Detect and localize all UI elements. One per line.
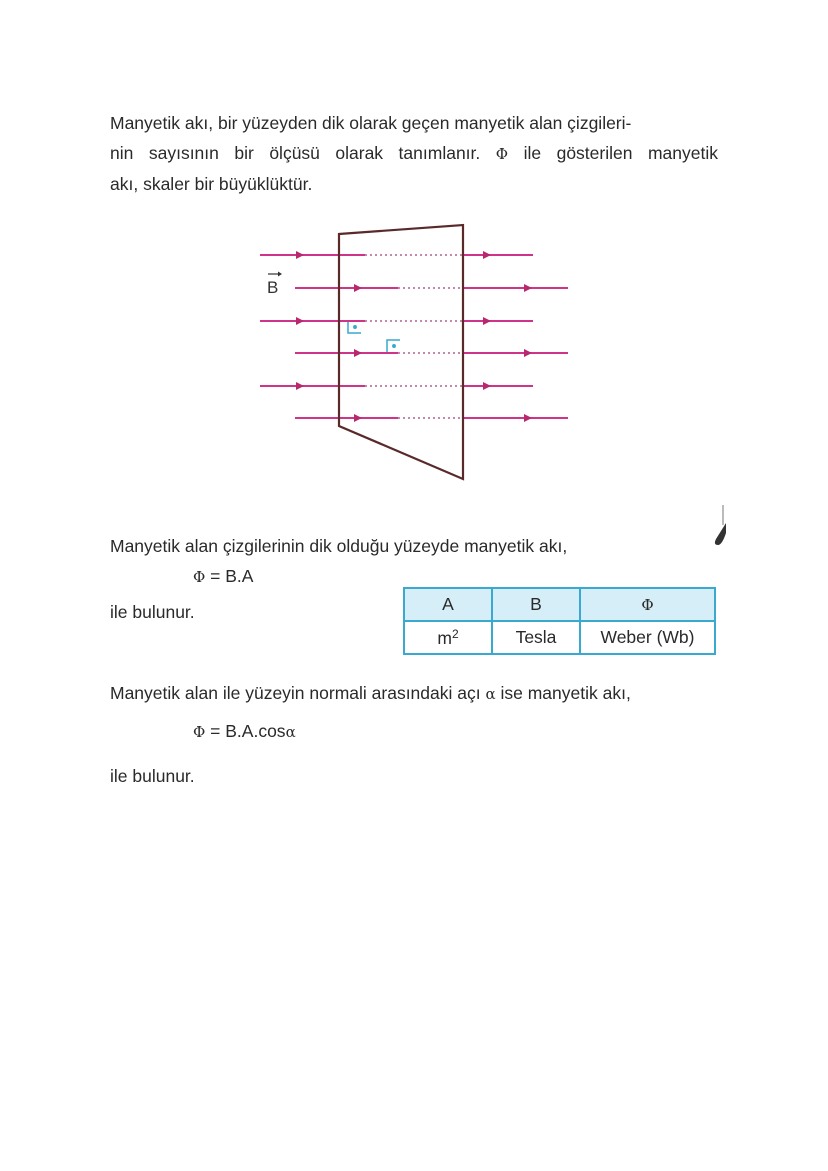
intro-line-2: nin sayısının bir ölçüsü olarak tanımlanır. Φ ile gösterilen manyetik bbox=[110, 143, 718, 163]
field-vector-label bbox=[267, 272, 282, 298]
phi-symbol: Φ bbox=[495, 145, 509, 163]
field-line-6 bbox=[295, 414, 568, 422]
unit-area: $m^2$ bbox=[404, 621, 492, 654]
header-area: A bbox=[404, 588, 492, 621]
units-table-row bbox=[404, 621, 715, 654]
right-angle-marker-1 bbox=[348, 322, 361, 333]
perpendicular-text: Manyetik alan çizgilerinin dik olduğu yüzeyde manyetik akı, bbox=[110, 536, 568, 556]
units-table-header bbox=[404, 588, 715, 621]
angle-text: Manyetik alan ile yüzeyin normali arasındaki açı α ise manyetik akı, bbox=[110, 683, 631, 703]
field-line-2 bbox=[295, 284, 568, 292]
unit-field: Tesla bbox=[492, 621, 580, 654]
field-line-3 bbox=[260, 317, 533, 325]
alpha-symbol: α bbox=[485, 685, 496, 703]
field-lines bbox=[260, 251, 568, 422]
right-angle-marker-2 bbox=[387, 340, 400, 352]
unit-flux: Weber (Wb) bbox=[580, 621, 715, 654]
found-text-2: ile bulunur. bbox=[110, 766, 195, 786]
found-text-1: ile bulunur. bbox=[110, 602, 195, 622]
field-line-1 bbox=[260, 251, 533, 259]
magnetic-flux-diagram bbox=[0, 0, 828, 500]
formula-flux-angle: Φ = B.A.cosα bbox=[193, 721, 296, 741]
units-table bbox=[403, 587, 716, 655]
formula-flux-simple: Φ = B.A bbox=[193, 566, 254, 586]
field-line-4 bbox=[295, 349, 568, 357]
svg-text:B: B bbox=[267, 278, 279, 297]
header-flux: Φ bbox=[580, 588, 715, 621]
intro-line-1: Manyetik akı, bir yüzeyden dik olarak geçen manyetik alan çizgileri- bbox=[110, 113, 632, 133]
intro-line-3: akı, skaler bir büyüklüktür. bbox=[110, 174, 313, 194]
field-line-5 bbox=[260, 382, 533, 390]
header-field: B bbox=[492, 588, 580, 621]
